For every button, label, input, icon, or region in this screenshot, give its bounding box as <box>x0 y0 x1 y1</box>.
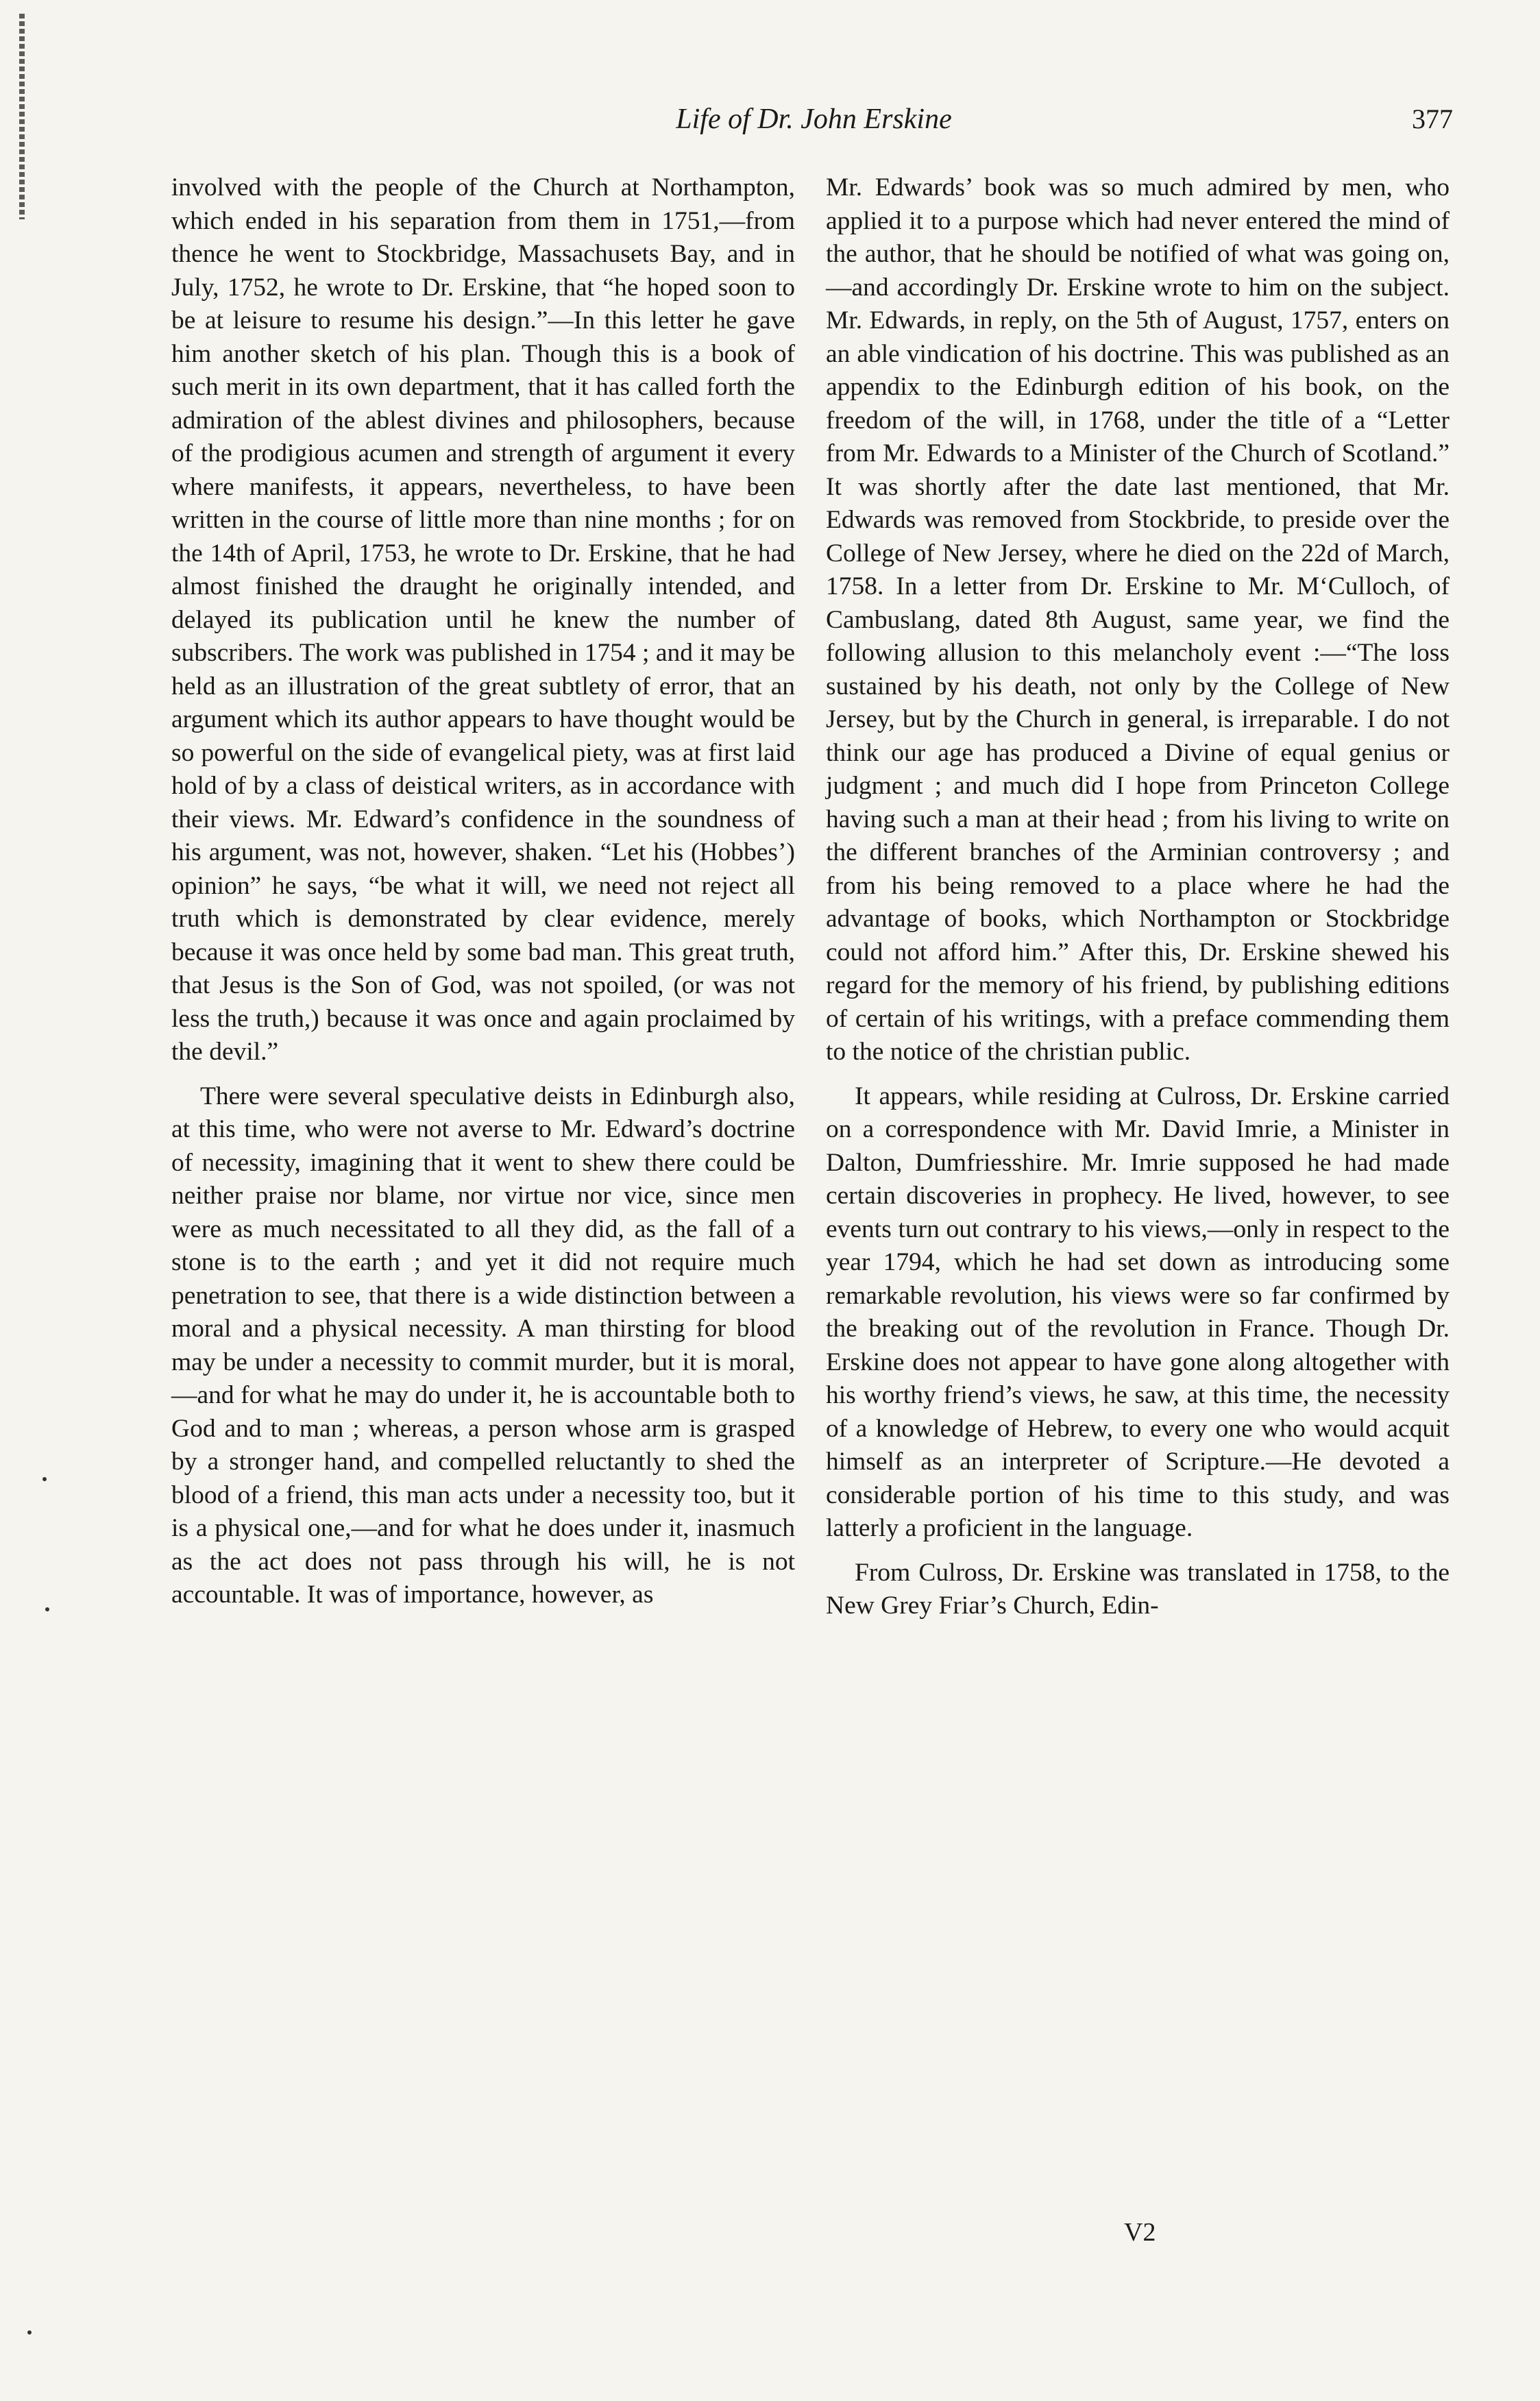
left-column <box>171 171 795 1623</box>
paragraph: There were several speculative deists in Edinburgh also, at this time, who were not averse to Mr. Edward’s doctrine of necessity, imagining that it went to shew there could be neither praise nor blame, nor virtue nor vice, since men were as much necessitated to all they did, as the fall of a stone is to the earth ; and yet it did not require much penetration to see, that there is a wide distinction between a moral and a physical necessity. A man thirsting for blood may be under a necessity to commit murder, but it is moral,—and for what he may do under it, he is accountable both to God and to man ; whereas, a person whose arm is grasped by a stronger hand, and compelled reluctantly to shed the blood of a friend, this man acts under a necessity too, but it is a physical one,—and for what he does under it, inasmuch as the act does not pass through his will, he is not accountable. It was of importance, however, as <box>171 1082 795 1609</box>
stray-mark <box>42 1477 47 1481</box>
paragraph: From Culross, Dr. Erskine was translated in 1758, to the New Grey Friar’s Church, Edin- <box>826 1558 1450 1620</box>
page-edge-marks <box>19 14 25 219</box>
catchword: V2 <box>1124 2218 1156 2247</box>
paragraph: involved with the people of the Church at Northampton, which ended in his separation from them in 1751,—from thence he went to Stockbridge, Massachusets Bay, and in July, 1752, he wrote to Dr. Erskine, that “he hoped soon to be at leisure to resume his design.”—In this letter he gave him another sketch of his plan. Though this is a book of such merit in its own department, that it has called forth the admiration of the ablest divines and philosophers, because of the prodigious acumen and strength of argument it every where manifests, it appears, nevertheless, to have been written in the course of little more than nine months ; for on the 14th of April, 1753, he wrote to Dr. Erskine, that he had almost finished the draught he originally intended, and delayed its publication until he knew the number of subscribers. The work was published in 1754 ; and it may be held as an illustration of the great subtlety of error, that an argument which its author appears to have thought would be so powerful on the side of evangelical piety, was at first laid hold of by a class of deistical writers, as in accordance with their views. Mr. Edward’s confidence in the soundness of his argument, was not, however, shaken. “Let his (Hobbes’) opinion” he says, “be what it will, we need not reject all truth which is demonstrated by clear evidence, merely because it was once held by some bad man. This great truth, that Jesus is the Son of God, was not spoiled, (or was not less the truth,) because it was once and again proclaimed by the devil.” <box>171 173 795 1066</box>
stray-mark <box>27 2330 32 2335</box>
paragraph: Mr. Edwards’ book was so much admired by men, who applied it to a purpose which had never entered the mind of the author, that he should be notified of what was going on,—and accordingly Dr. Erskine wrote to him on the subject. Mr. Edwards, in reply, on the 5th of August, 1757, enters on an able vindication of his doctrine. This was published as an appendix to the Edinburgh edition of his book, on the freedom of the will, in 1768, under the title of a “Letter from Mr. Edwards to a Minister of the Church of Scotland.” It was shortly after the date last mentioned, that Mr. Edwards was removed from Stockbride, to preside over the College of New Jersey, where he died on the 22d of March, 1758. In a letter from Dr. Erskine to Mr. M‘Culloch, of Cambuslang, dated 8th August, same year, we find the following allusion to this melancholy event :—“The loss sustained by his death, not only by the College of New Jersey, but by the Church in general, is irreparable. I do not think our age has produced a Divine of equal genius or judgment ; and much did I hope from Princeton College having such a man at their head ; from his living to write on the different branches of the Arminian controversy ; and from his being removed to a place where he had the advantage of books, which Northampton or Stockbridge could not afford him.” After this, Dr. Erskine shewed his regard for the memory of his friend, by publishing editions of certain of his writings, with a preface commending them to the notice of the christian public. <box>826 173 1450 1066</box>
right-column <box>826 171 1450 1634</box>
running-title: Life of Dr. John Erskine <box>676 103 952 135</box>
paragraph: It appears, while residing at Culross, Dr. Erskine carried on a correspondence with Mr. David Imrie, a Minister in Dalton, Dumfriesshire. Mr. Imrie supposed he had made certain discoveries in prophecy. He lived, however, to see events turn out contrary to his views,—only in respect to the year 1794, which he had set down as introducing some remarkable revolution, his views were so far confirmed by the breaking out of the revolution in France. Though Dr. Erskine does not appear to have gone along altogether with his worthy friend’s views, he saw, at this time, the necessity of a knowledge of Hebrew, to every one who would acquit himself as an interpreter of Scripture.—He devoted a considerable portion of his time to this study, and was latterly a proficient in the language. <box>826 1082 1450 1542</box>
page-header <box>175 103 1453 158</box>
stray-mark <box>45 1607 49 1611</box>
page-number: 377 <box>1412 103 1453 134</box>
